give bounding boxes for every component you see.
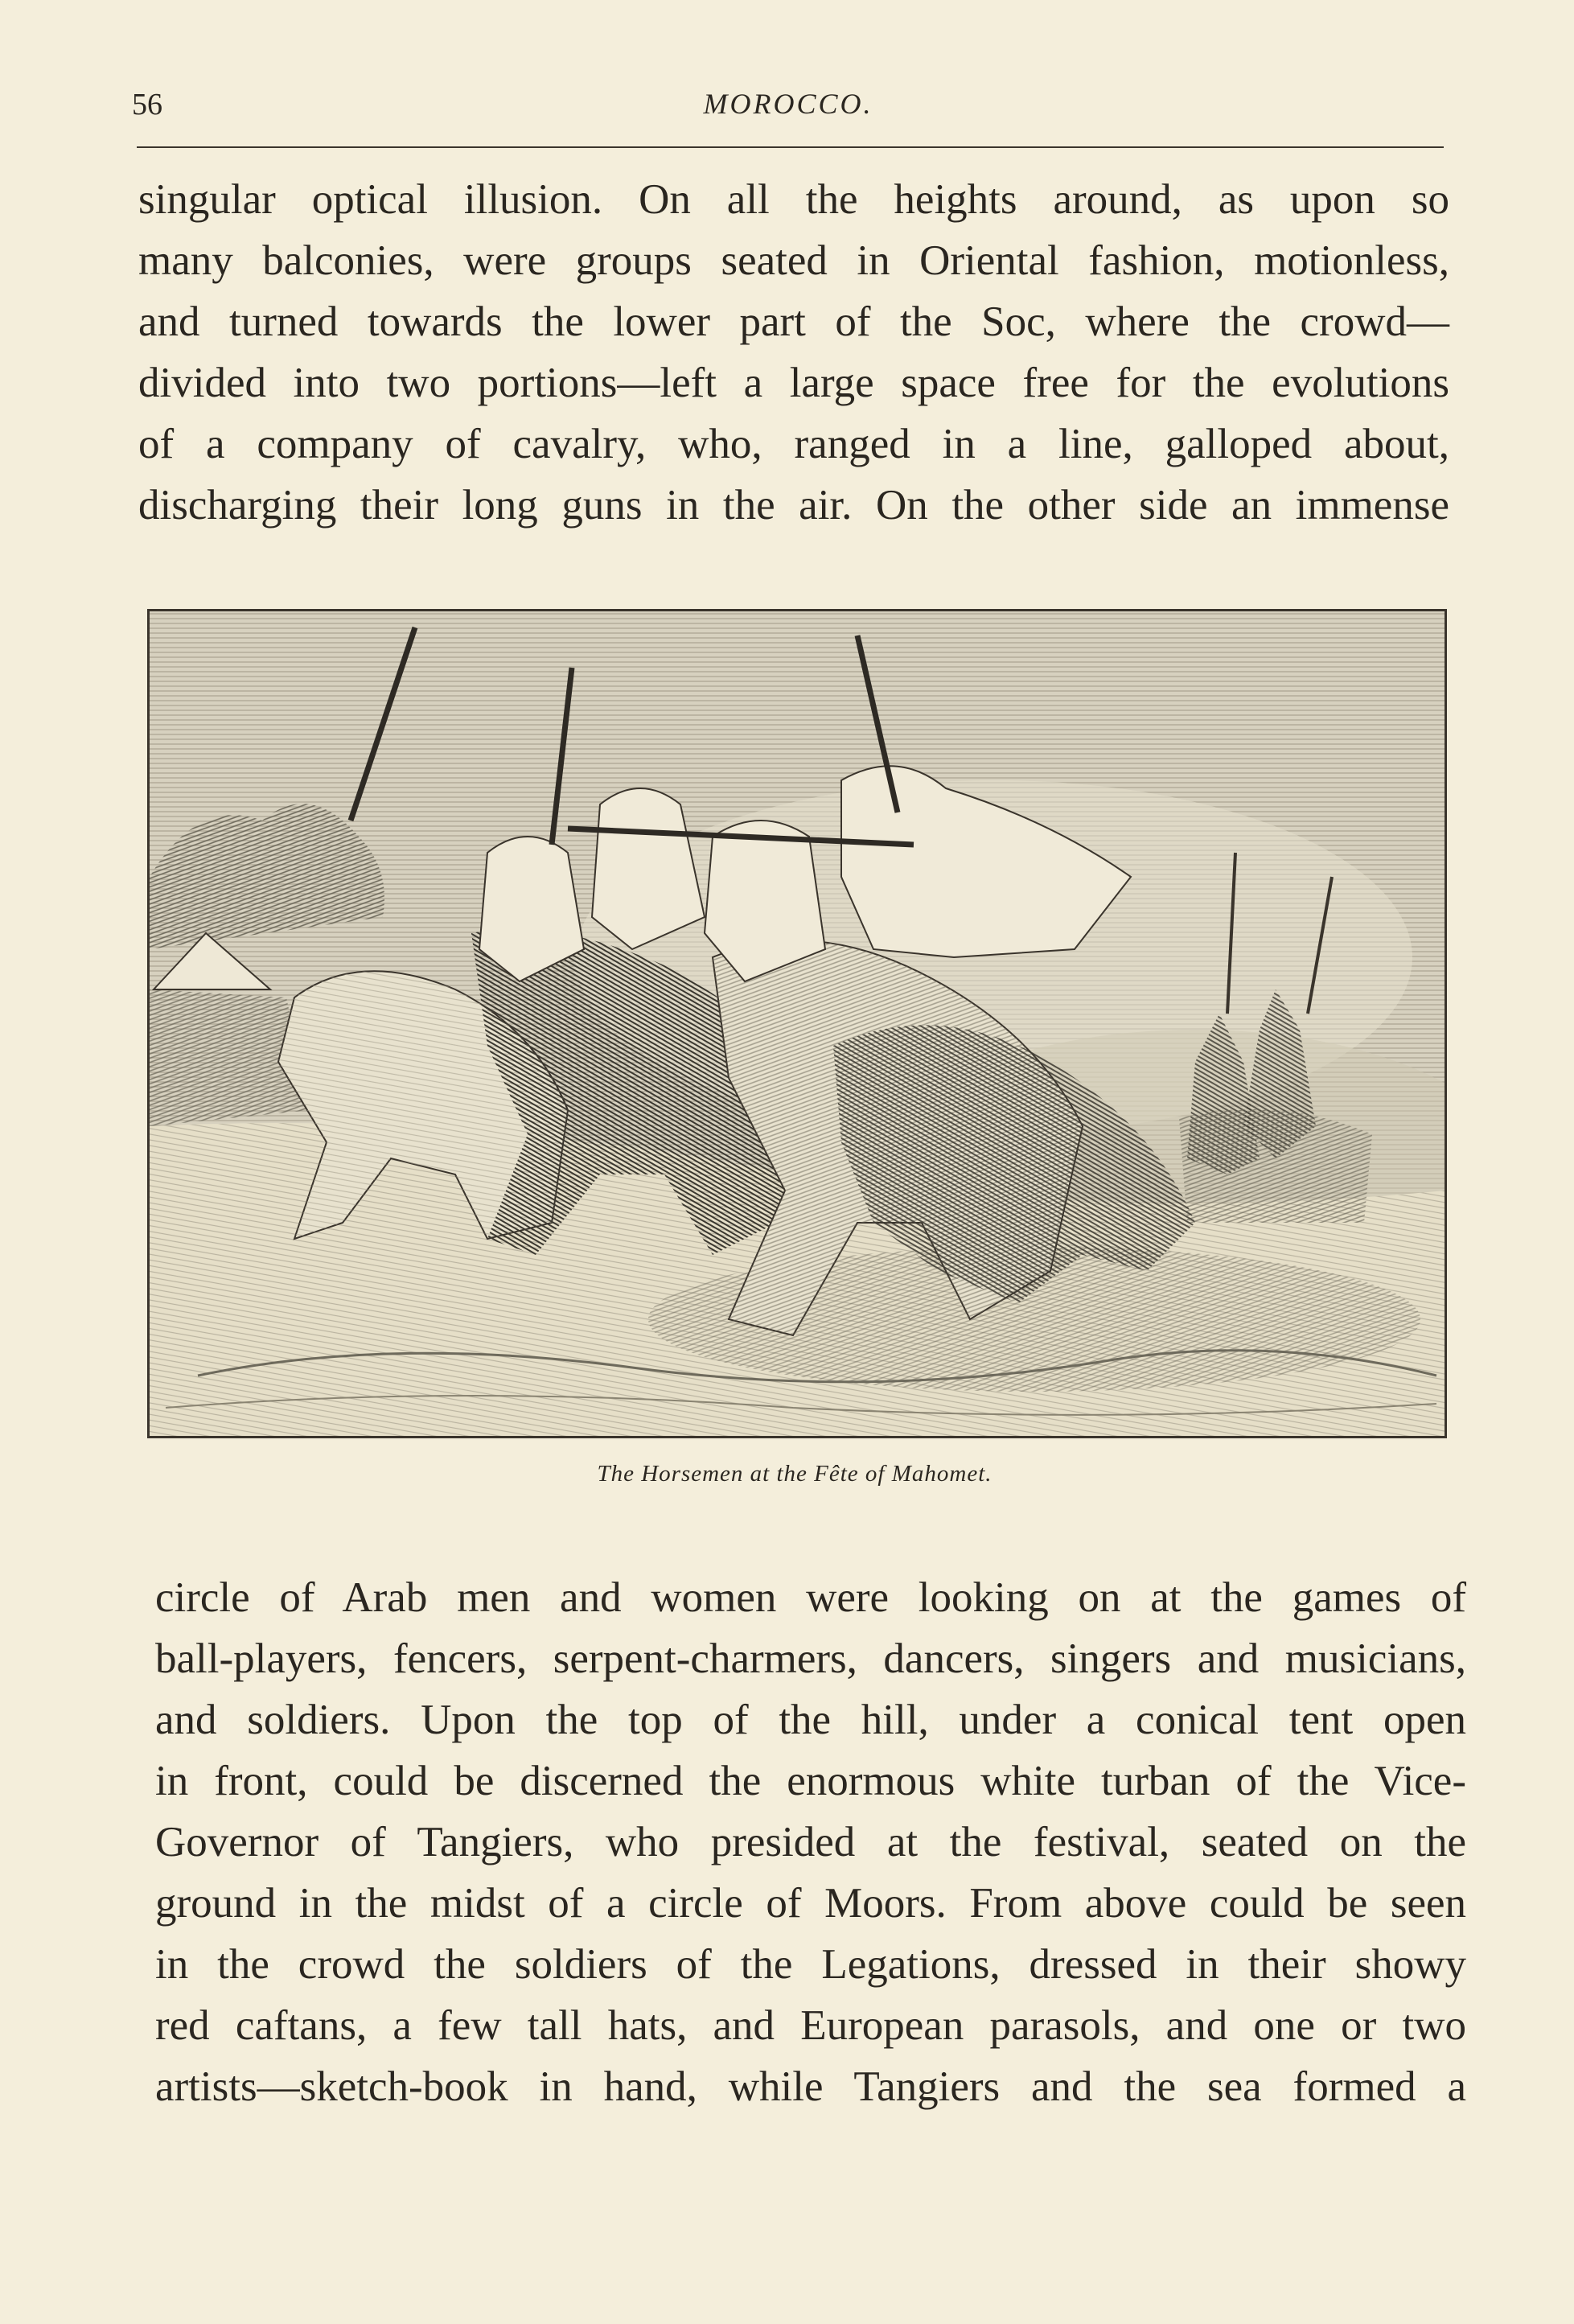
running-title: MOROCCO. <box>703 88 873 120</box>
text-line: Governor of Tangiers, who presided at the festival, seated on the <box>155 1819 1466 1865</box>
text-line: singular optical illusion. On all the heights around, as upon so <box>138 176 1449 223</box>
page-number: 56 <box>132 88 162 121</box>
text-line: and soldiers. Upon the top of the hill, under a conical tent open <box>155 1697 1466 1743</box>
text-line: in front, could be discerned the enormous white turban of the Vice- <box>155 1758 1466 1804</box>
text-line: and turned towards the lower part of the Soc, where the crowd— <box>138 298 1449 345</box>
body-text-bottom <box>155 1567 1466 2117</box>
text-line: ball-players, fencers, serpent-charmers, dancers, singers and musicians, <box>155 1635 1466 1682</box>
body-text-top <box>138 169 1449 536</box>
header-rule <box>137 146 1444 148</box>
text-line: ground in the midst of a circle of Moors. From above could be seen <box>155 1880 1466 1927</box>
figure-caption: The Horsemen at the Fête of Mahomet. <box>597 1461 992 1487</box>
text-line: artists—sketch-book in hand, while Tangiers and the sea formed a <box>155 2063 1466 2110</box>
text-line: red caftans, a few tall hats, and European parasols, and one or two <box>155 2002 1466 2049</box>
text-line: circle of Arab men and women were looking on at the games of <box>155 1574 1466 1621</box>
text-line: divided into two portions—left a large space free for the evolutions <box>138 360 1449 406</box>
text-line: of a company of cavalry, who, ranged in a line, galloped about, <box>138 421 1449 467</box>
text-line: discharging their long guns in the air. On the other side an immense <box>138 482 1449 529</box>
text-line: in the crowd the soldiers of the Legations, dressed in their showy <box>155 1941 1466 1988</box>
running-head <box>129 87 1448 135</box>
engraving-illustration <box>147 609 1447 1438</box>
text-line: many balconies, were groups seated in Oriental fashion, motionless, <box>138 237 1449 284</box>
